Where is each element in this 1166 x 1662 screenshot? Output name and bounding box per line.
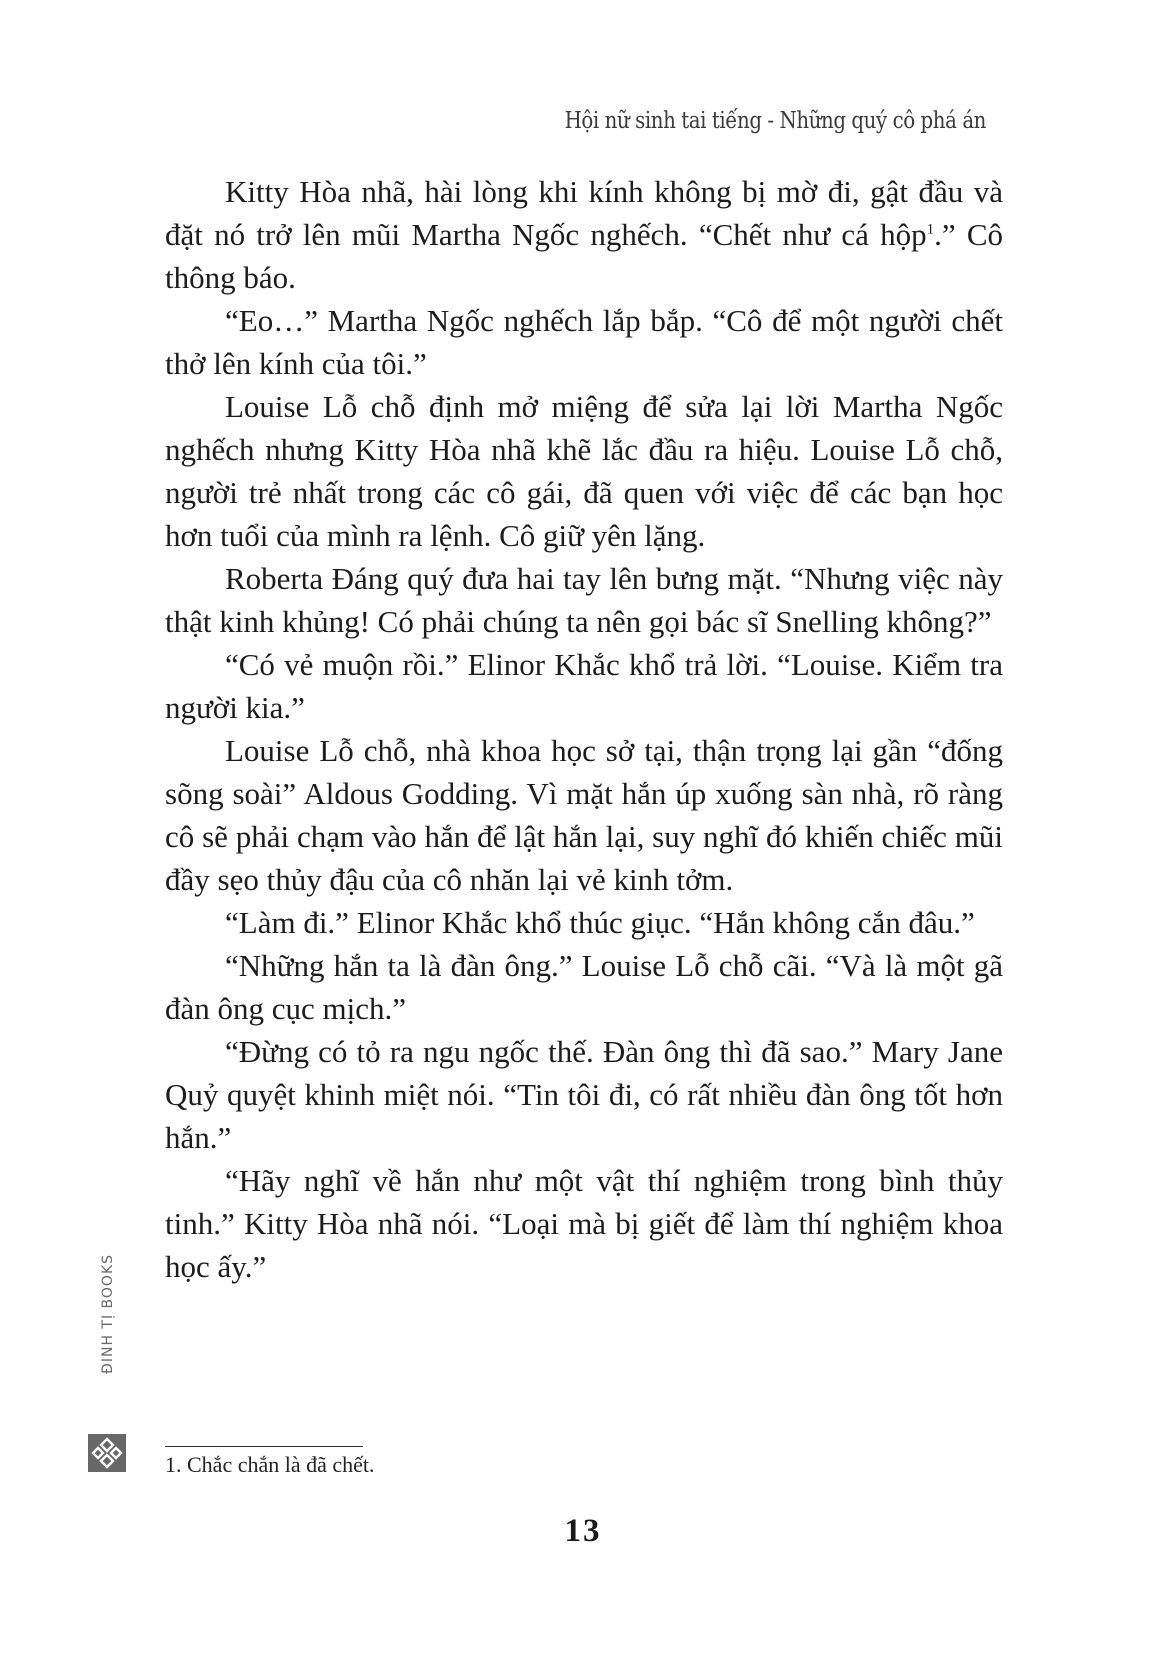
- running-head: Hội nữ sinh tai tiếng - Những quý cô phá án: [564, 108, 986, 134]
- paragraph: “Làm đi.” Elinor Khắc khổ thúc giục. “Hắn không cắn đâu.”: [225, 905, 975, 940]
- paragraph: “Có vẻ muộn rồi.” Elinor Khắc khổ trả lời. “Louise. Kiểm tra người kia.”: [165, 647, 1003, 725]
- dinh-ti-diamond-logo-icon: [88, 1434, 126, 1472]
- paragraph: Louise Lỗ chỗ, nhà khoa học sở tại, thận trọng lại gần “đống sõng soài” Aldous Godding. Vì mặt hắn úp xuống sàn nhà, rõ ràng cô sẽ phải chạm vào hắn để lật hắn lại, suy nghĩ đó khiến chiếc mũi đầy sẹo thủy đậu của cô nhăn lại vẻ kinh tởm.: [165, 733, 1003, 897]
- paragraph: “Hãy nghĩ về hắn như một vật thí nghiệm trong bình thủy tinh.” Kitty Hòa nhã nói. “Loại mà bị giết để làm thí nghiệm khoa học ấy.”: [165, 1163, 1003, 1284]
- footnote: 1. Chắc chắn là đã chết.: [165, 1452, 375, 1477]
- paragraph-text: .” Cô thông báo.: [165, 217, 1003, 295]
- paragraph: Louise Lỗ chỗ định mở miệng để sửa lại lời Martha Ngốc nghếch nhưng Kitty Hòa nhã khẽ lắc đầu ra hiệu. Louise Lỗ chỗ, người trẻ nhất trong các cô gái, đã quen với việc để các bạn học hơn tuổi của mình ra lệnh. Cô giữ yên lặng.: [165, 389, 1003, 553]
- paragraph: Roberta Đáng quý đưa hai tay lên bưng mặt. “Nhưng việc này thật kinh khủng! Có phải chúng ta nên gọi bác sĩ Snelling không?”: [165, 561, 1003, 639]
- paragraph: “Eo…” Martha Ngốc nghếch lắp bắp. “Cô để một người chết thở lên kính của tôi.”: [165, 303, 1003, 381]
- paragraph-text: Kitty Hòa nhã, hài lòng khi kính không bị mờ đi, gật đầu và đặt nó trở lên mũi Martha Ngốc nghếch. “Chết như cá hộp: [165, 174, 1003, 252]
- body-text: [165, 170, 1003, 1288]
- footnote-divider: [165, 1446, 363, 1447]
- paragraph: [165, 170, 1003, 299]
- page-number: 13: [564, 1513, 602, 1549]
- publisher-name: ĐINH TỊ BOOKS: [100, 1253, 116, 1374]
- paragraph: “Đừng có tỏ ra ngu ngốc thế. Đàn ông thì đã sao.” Mary Jane Quỷ quyệt khinh miệt nói. “Tin tôi đi, có rất nhiều đàn ông tốt hơn hắn.”: [165, 1034, 1003, 1155]
- diamond-logo-glyph: [88, 1434, 126, 1472]
- footnote-reference[interactable]: 1: [926, 221, 935, 238]
- paragraph: “Những hắn ta là đàn ông.” Louise Lỗ chỗ cãi. “Và là một gã đàn ông cục mịch.”: [165, 948, 1003, 1026]
